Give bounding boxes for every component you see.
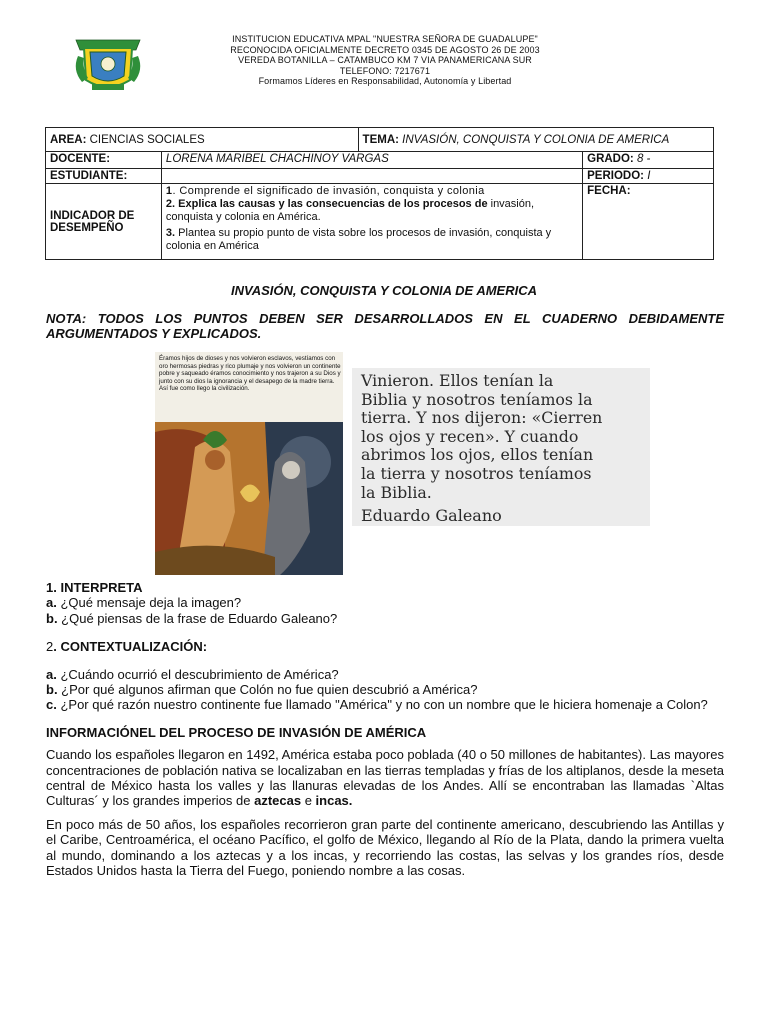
estudiante-label: ESTUDIANTE: — [46, 169, 162, 184]
school-decree: RECONOCIDA OFICIALMENTE DECRETO 0345 DE AGOSTO 26 DE 2003 — [230, 44, 540, 55]
question-1b: b. ¿Qué piensas de la frase de Eduardo Galeano? — [46, 610, 338, 626]
docente-value: LORENA MARIBEL CHACHINOY VARGAS — [161, 152, 582, 169]
painting-caption: Éramos hijos de dioses y nos volvieron esclavos, vestíamos con oro hermosas piedras y rico plumaje y nos volvieron un continente pobre y saqueado éramos conocimiento y nos trajeron a su Dios y junto con su dios la ignorancia y el desapego de la madre tierra. Así fue como llego la civilización. — [159, 355, 341, 393]
indicador-3: 3. Plantea su propio punto de vista sobre los procesos de invasión, conquista y colonia en América — [165, 227, 552, 252]
info-table — [45, 127, 714, 260]
periodo-value: I — [647, 170, 651, 182]
school-crest-logo — [70, 36, 146, 94]
fecha-label: FECHA: — [583, 184, 714, 260]
section-2-heading: 2. CONTEXTUALIZACIÓN: — [46, 639, 208, 655]
nota-text: NOTA: TODOS LOS PUNTOS DEBEN SER DESARROLLADOS EN EL CUADERNO DEBIDAMENTE ARGUMENTADOS Y EXPLICADOS. — [46, 311, 724, 341]
school-address: VEREDA BOTANILLA – CATAMBUCO KM 7 VIA PANAMERICANA SUR — [238, 55, 532, 65]
info-paragraph-2: En poco más de 50 años, los españoles recorrieron gran parte del continente americano, descubriendo las Antillas y el Caribe, Centroamérica, el océano Pacífico, el golfo de México, llegando al Río de la Plata, dando la primera vuelta al mundo, dominando a los aztecas y a los incas, y recorriendo las costas, las selvas y los grandes ríos, desde Estados Unidos hasta la Tierra del Fuego, poniendo nombre a las cosas. — [46, 816, 724, 879]
indicador-content — [161, 184, 582, 260]
worksheet-body — [46, 580, 724, 879]
question-2b: b. ¿Por qué algunos afirman que Colón no fue quien descubrió a América? — [46, 682, 478, 698]
section-3-heading: INFORMACIÓNEL DEL PROCESO DE INVASIÓN DE AMÉRICA — [46, 724, 427, 740]
question-1a: a. ¿Qué mensaje deja la imagen? — [46, 595, 242, 611]
school-motto: Formamos Líderes en Responsabilidad, Autonomía y Libertad — [258, 76, 512, 86]
conquest-painting — [155, 352, 343, 575]
periodo-cell: PERIODO: I — [583, 169, 714, 184]
indicador-1: 1. Comprende el significado de invasión, conquista y colonia — [165, 185, 485, 197]
section-interpreta — [46, 580, 724, 626]
school-info — [150, 34, 620, 87]
section-contextualizacion — [46, 639, 724, 713]
grado-cell: GRADO: 8 - — [583, 152, 714, 169]
school-header — [0, 30, 768, 90]
area-value: CIENCIAS SOCIALES — [89, 133, 205, 146]
info-paragraph-1: Cuando los españoles llegaron en 1492, América estaba poco poblada (40 o 50 millones de habitantes). Las mayores concentraciones de población nativa se localizaban en las tierras templadas y frías de los altiplanos, desde la meseta central de México hasta los valles y las llanuras elevadas de los Andes. Allí se encontraban las llamadas `Altas Culturas´ y los grandes imperios de aztecas e incas. — [46, 747, 724, 809]
school-phone: TELEFONO: 7217671 — [339, 65, 431, 76]
section-1-heading: 1. INTERPRETA — [46, 580, 143, 595]
galeano-quote-box — [352, 368, 650, 526]
area-cell: AREA: CIENCIAS SOCIALES — [46, 128, 359, 152]
grado-value: 8 - — [636, 153, 651, 165]
quote-author: Eduardo Galeano — [361, 506, 502, 525]
docente-label: DOCENTE: — [46, 152, 162, 169]
school-name: INSTITUCION EDUCATIVA MPAL "NUESTRA SEÑORA DE GUADALUPE" — [232, 34, 538, 44]
estudiante-value[interactable] — [161, 169, 582, 184]
page-title: INVASIÓN, CONQUISTA Y COLONIA DE AMERICA — [230, 283, 537, 298]
tema-cell: TEMA: INVASIÓN, CONQUISTA Y COLONIA DE AMERICA — [358, 128, 713, 152]
galeano-quote: Vinieron. Ellos tenían la Biblia y nosotros teníamos la tierra. Y nos dijeron: «Cierren los ojos y recen». Y cuando abrimos los ojos, ellos tenían la tierra y nosotros teníamos la Biblia. — [361, 371, 603, 502]
indicador-label: INDICADOR DE DESEMPEÑO — [46, 184, 162, 260]
tema-value: INVASIÓN, CONQUISTA Y COLONIA DE AMERICA — [402, 133, 670, 146]
question-2a: a. ¿Cuándo ocurrió el descubrimiento de América? — [46, 666, 339, 682]
question-2c: c. ¿Por qué razón nuestro continente fue llamado "América" y no con un nombre que le hiciera homenaje a Colon? — [46, 697, 708, 713]
section-informacion — [46, 725, 724, 879]
indicador-2: 2. Explica las causas y las consecuencias de los procesos de invasión, conquista y colonia en América. — [165, 198, 535, 223]
